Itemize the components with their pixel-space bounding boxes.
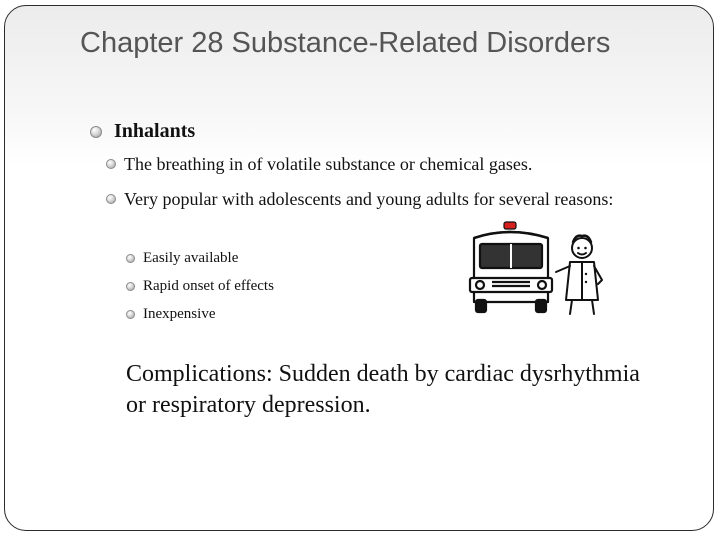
bullet-dot xyxy=(126,254,135,263)
bullet-dot xyxy=(126,282,135,291)
reason-item xyxy=(126,276,274,296)
reason-text: Inexpensive xyxy=(143,306,216,322)
reason-item xyxy=(126,248,238,268)
slide-title: Chapter 28 Substance-Related Disorders xyxy=(80,27,611,59)
bullet-dot xyxy=(126,310,135,319)
doctor-icon xyxy=(556,236,602,314)
subbullet-popularity xyxy=(106,187,646,211)
bullet-dot xyxy=(106,194,116,204)
bullet-label: Inhalants xyxy=(114,120,196,142)
subbullet-text: The breathing in of volatile substance or chemical gases. xyxy=(124,154,533,174)
ambulance-doctor-clipart xyxy=(462,220,612,320)
bullet-dot xyxy=(90,126,102,138)
ambulance-icon xyxy=(470,222,552,312)
reason-text: Rapid onset of effects xyxy=(143,278,274,294)
complications-statement: Complications: Sudden death by cardiac dysrhythmia or respiratory depression. xyxy=(126,361,640,418)
subbullet-text: Very popular with adolescents and young adults for several reasons: xyxy=(124,189,614,209)
reason-item xyxy=(126,304,215,324)
bullet-dot xyxy=(106,159,116,169)
reason-text: Easily available xyxy=(143,250,239,266)
subbullet-definition xyxy=(106,152,646,176)
bullet-inhalants xyxy=(90,120,195,143)
